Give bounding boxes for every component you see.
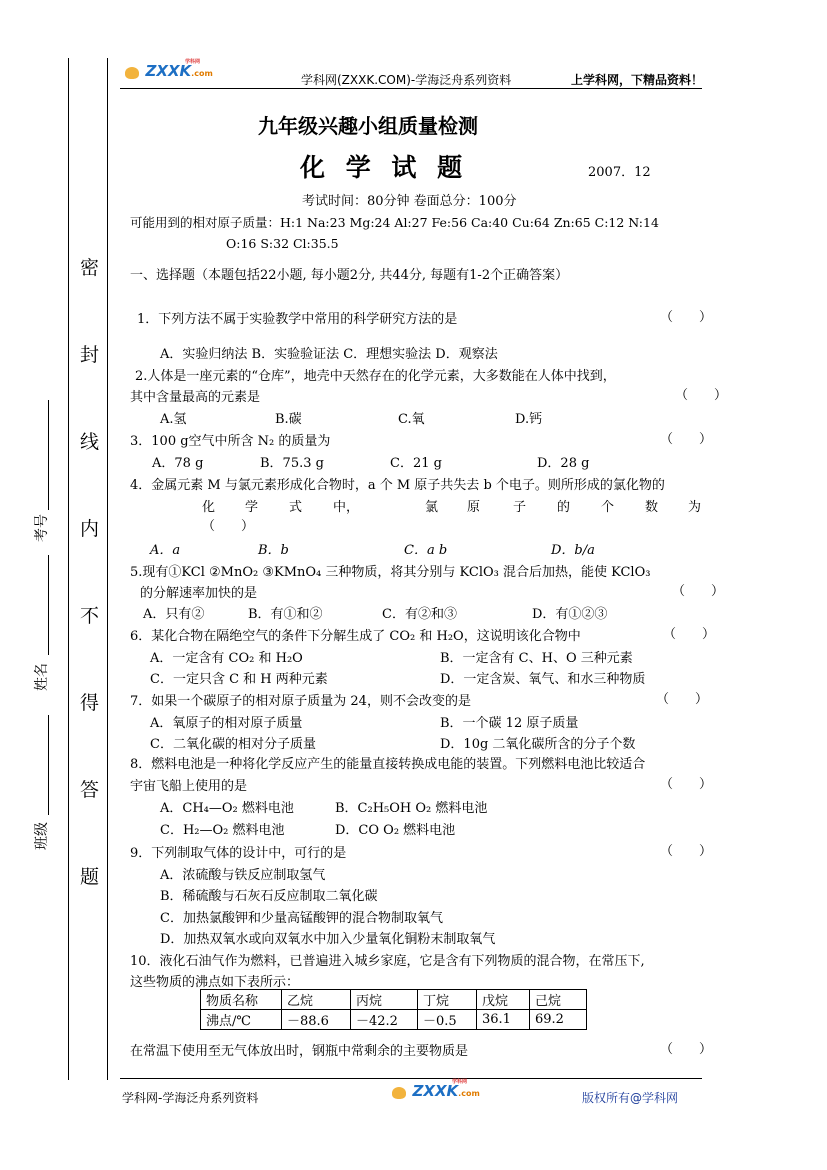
header-logo [125,59,213,80]
q4-stem-line2-w7: 子 [513,500,527,515]
seal-char-2: 封 [80,344,100,366]
q5-option-b: B．有①和② [248,607,323,622]
q4-option-c: C．a b [404,543,448,558]
left-margin-line-outer [68,58,69,1080]
q2-paren[interactable]: （ ） [675,388,728,403]
footer-rule [120,1078,702,1079]
q10-paren[interactable]: （ ） [660,1042,713,1057]
q9-option-b: B．稀硫酸与石灰石反应制取二氧化碳 [160,889,378,904]
table-header-cell: 丙烷 [351,990,418,1010]
q8-option-a: A．CH₄—O₂ 燃料电池 [160,801,294,816]
q7-option-d: D．10g 二氧化碳所含的分子个数 [440,737,636,752]
footer-logo [392,1079,480,1100]
q3-option-c: C．21 g [390,456,442,471]
table-header-cell: 己烷 [530,990,587,1010]
atomic-mass-line2: O:16 S:32 Cl:35.5 [226,236,339,251]
q9-option-c: C．加热氯酸钾和少量高锰酸钾的混合物制取氧气 [160,911,443,926]
section-heading: 一、选择题（本题包括22小题, 每小题2分, 共44分, 每题有1-2个正确答案） [130,268,569,283]
seal-char-7: 答 [80,779,100,801]
kaohao-fill-line[interactable] [48,400,49,510]
q4-stem-line2-w9: 个 [601,500,615,515]
exam-info: 考试时间：80分钟 卷面总分：100分 [302,194,517,209]
q6-option-d: D．一定含炭、氧气、和水三种物质 [440,672,646,687]
footer-right-text: 版权所有@学科网 [582,1091,679,1105]
q10-stem-line1: 10．液化石油气作为燃料，已普遍进入城乡家庭，它是含有下列物质的混合物，在常压下, [130,954,645,969]
boiling-point-table [200,989,587,1030]
q5-stem-line1: 5.现有①KCl ②MnO₂ ③KMnO₄ 三种物质，将其分别与 KClO₃ 混合后加热，能使 KClO₃ [130,565,651,580]
q4-stem-line2-w1: 化 [202,500,216,515]
q3-option-a: A．78 g [152,456,204,471]
atomic-mass-line1: 可能用到的相对原子质量：H:1 Na:23 Mg:24 Al:27 Fe:56 Ca:40 Cu:64 Zn:65 C:12 N:14 [130,215,659,230]
footer-logo-text: ZXXK [412,1082,459,1100]
side-label-xingming: 姓名 [34,663,50,691]
seal-char-3: 线 [80,431,100,453]
q6-option-a: A．一定含有 CO₂ 和 H₂O [150,651,303,666]
mascot-icon [392,1087,406,1099]
q4-option-d: D．b/a [551,543,595,558]
q9-stem: 9．下列制取气体的设计中，可行的是 [130,846,347,861]
q4-option-b: B．b [258,543,289,558]
q8-stem-line2: 宇宙飞船上使用的是 [130,779,248,794]
seal-char-6: 得 [80,692,100,714]
table-header-cell: 乙烷 [282,990,351,1010]
q5-stem-line2: 的分解速率加快的是 [140,586,258,601]
q2-option-a: A.氢 [160,412,187,427]
q1-options: A．实验归纳法 B．实验验证法 C．理想实验法 D．观察法 [160,347,498,362]
mascot-icon [125,67,139,79]
q2-option-c: C.氧 [398,412,425,427]
table-cell: 36.1 [477,1010,530,1030]
q4-stem-line2-w11: 为 [688,500,702,515]
q10-stem-line2: 这些物质的沸点如下表所示： [130,975,300,990]
footer-left-text: 学科网-学海泛舟系列资料 [122,1091,259,1105]
q7-paren[interactable]: （ ） [656,692,709,707]
q2-stem-line1: 2.人体是一座元素的“仓库”，地壳中天然存在的化学元素，大多数能在人体中找到， [135,369,616,384]
xingming-fill-line[interactable] [48,555,49,655]
q5-option-c: C．有②和③ [382,607,457,622]
header-rule [120,88,702,89]
q2-stem-line2: 其中含量最高的元素是 [130,390,261,405]
q7-option-a: A．氧原子的相对原子质量 [150,716,303,731]
q4-paren[interactable]: （ ） [202,519,255,534]
header-center-text: 学科网(ZXXK.COM)-学海泛舟系列资料 [301,73,512,87]
q4-option-a: A．a [150,543,181,558]
q6-stem: 6．某化合物在隔绝空气的条件下分解生成了 CO₂ 和 H₂O，这说明该化合物中 [130,629,581,644]
logo-text: ZXXK [145,62,192,80]
q9-paren[interactable]: （ ） [660,844,713,859]
logo-small: 学科网 [185,59,201,65]
table-cell: 沸点/℃ [201,1010,282,1030]
q10-tail: 在常温下使用至无气体放出时，钢瓶中常剩余的主要物质是 [130,1044,469,1059]
q8-option-c: C．H₂—O₂ 燃料电池 [160,823,285,838]
q4-stem-line2-w6: 原 [467,500,481,515]
q5-option-d: D．有①②③ [532,607,608,622]
q6-option-c: C．一定只含 C 和 H 两种元素 [150,672,328,687]
table-header-cell: 戊烷 [477,990,530,1010]
side-label-kaohao: 考号 [34,514,50,542]
q2-option-d: D.钙 [515,412,543,427]
seal-char-4: 内 [80,518,100,540]
logo-suffix: .com [191,69,213,78]
page-title: 九年级兴趣小组质量检测 [258,114,478,138]
q5-paren[interactable]: （ ） [672,584,725,599]
q3-paren[interactable]: （ ） [660,432,713,447]
q1-paren[interactable]: （ ） [660,310,713,325]
q6-option-b: B．一定含有 C、H、O 三种元素 [440,651,633,666]
q8-option-b: B．C₂H₅OH O₂ 燃料电池 [335,801,488,816]
q4-stem-line2-w8: 的 [557,500,571,515]
q6-paren[interactable]: （ ） [663,627,716,642]
q3-option-d: D．28 g [537,456,590,471]
q7-option-c: C．二氧化碳的相对分子质量 [150,737,316,752]
q4-stem-line2-w3: 式 [289,500,303,515]
table-header-row [201,990,587,1010]
q4-stem-line2-w2: 学 [245,500,259,515]
table-row [201,1010,587,1030]
q2-option-b: B.碳 [275,412,302,427]
q9-option-a: A．浓硫酸与铁反应制取氢气 [160,868,326,883]
q8-paren[interactable]: （ ） [660,777,713,792]
table-header-cell: 丁烷 [418,990,477,1010]
q3-option-b: B．75.3 g [260,456,324,471]
q4-stem-line1: 4．金属元素 M 与氯元素形成化合物时，a 个 M 原子共失去 b 个电子。则所形成的氯化物的 [130,478,665,493]
table-cell: －42.2 [351,1010,418,1030]
table-cell: －88.6 [282,1010,351,1030]
q8-stem-line1: 8．燃料电池是一种将化学反应产生的能量直接转换成电能的装置。下列燃料电池比较适合 [130,757,646,772]
left-margin-line-inner [107,58,108,1080]
q3-stem: 3．100 g空气中所含 N₂ 的质量为 [130,434,331,449]
q4-stem-line2-w4: 中， [333,500,360,515]
q7-option-b: B．一个碳 12 原子质量 [440,716,579,731]
footer-logo-suffix: .com [458,1089,480,1098]
table-cell: －0.5 [418,1010,477,1030]
q1-stem: 1．下列方法不属于实验教学中常用的科学研究方法的是 [137,312,458,327]
q4-stem-line2-w5: 氯 [425,500,439,515]
table-header-cell: 物质名称 [201,990,282,1010]
footer-logo-small: 学科网 [452,1079,468,1085]
q4-stem-line2-w10: 数 [645,500,659,515]
q9-option-d: D．加热双氧水或向双氧水中加入少量氧化铜粉末制取氧气 [160,932,496,947]
seal-char-5: 不 [80,605,100,627]
exam-date: 2007．12 [588,165,651,180]
banji-fill-line[interactable] [48,715,49,815]
header-right-text: 上学科网，下精品资料！ [571,73,704,87]
seal-char-1: 密 [80,257,100,279]
q8-option-d: D．CO O₂ 燃料电池 [335,823,456,838]
seal-char-8: 题 [80,866,100,888]
subject-title: 化 学 试 题 [300,153,469,182]
table-cell: 69.2 [530,1010,587,1030]
side-label-banji: 班级 [34,822,50,850]
q7-stem: 7．如果一个碳原子的相对原子质量为 24，则不会改变的是 [130,694,471,709]
q5-option-a: A．只有② [143,607,205,622]
